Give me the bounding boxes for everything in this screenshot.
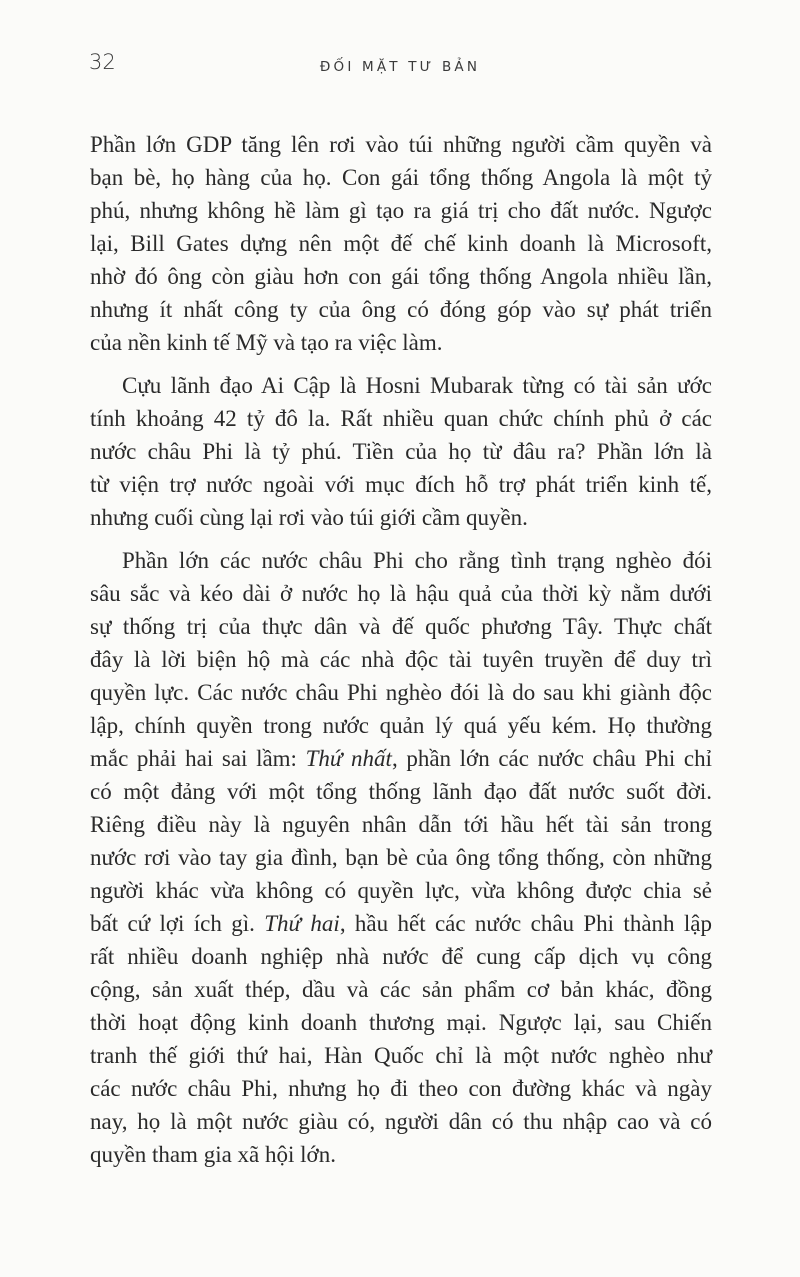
- text-line: nước rơi vào tay gia đình, bạn bè của ông tổng thống, còn những: [90, 845, 712, 870]
- text-line: tính khoảng 42 tỷ đô la. Rất nhiều quan chức chính phủ ở các: [90, 406, 712, 431]
- text-line: các nước châu Phi, nhưng họ đi theo con đường khác và ngày: [90, 1076, 712, 1101]
- page-number: 32: [89, 50, 116, 74]
- text-line: từ viện trợ nước ngoài với mục đích hỗ trợ phát triển kinh tế,: [90, 472, 712, 497]
- text-run: , phần lớn các nước châu Phi chỉ: [391, 746, 713, 771]
- paragraph-3: [90, 544, 712, 1171]
- text-line: nhưng ít nhất công ty của ông có đóng góp vào sự phát triển: [90, 297, 712, 322]
- text-line: nhờ đó ông còn giàu hơn con gái tổng thống Angola nhiều lần,: [90, 264, 712, 289]
- text-line: lập, chính quyền trong nước quản lý quá yếu kém. Họ thường: [90, 713, 712, 738]
- text-line: Cựu lãnh đạo Ai Cập là Hosni Mubarak từng có tài sản ước: [122, 373, 712, 398]
- emphasis-second: Thứ hai: [264, 911, 340, 936]
- text-line: sự thống trị của thực dân và đế quốc phương Tây. Thực chất: [90, 614, 712, 639]
- text-line: đây là lời biện hộ mà các nhà độc tài tuyên truyền để duy trì: [90, 647, 712, 672]
- text-line: nhưng cuối cùng lại rơi vào túi giới cầm quyền.: [90, 505, 528, 530]
- text-line: Phần lớn GDP tăng lên rơi vào túi những người cầm quyền và: [90, 132, 712, 157]
- text-line: bạn bè, họ hàng của họ. Con gái tổng thống Angola là một tỷ: [90, 165, 712, 190]
- text-line: [90, 907, 712, 940]
- text-line: của nền kinh tế Mỹ và tạo ra việc làm.: [90, 330, 443, 355]
- body-text: [90, 128, 712, 1181]
- text-line: thời hoạt động kinh doanh thương mại. Ngược lại, sau Chiến: [90, 1010, 712, 1035]
- text-line: phú, nhưng không hề làm gì tạo ra giá trị cho đất nước. Ngược: [90, 198, 712, 223]
- text-line: rất nhiều doanh nghiệp nhà nước để cung cấp dịch vụ công: [90, 944, 712, 969]
- text-line: cộng, sản xuất thép, dầu và các sản phẩm cơ bản khác, đồng: [90, 977, 712, 1002]
- text-line: có một đảng với một tổng thống lãnh đạo đất nước suốt đời.: [90, 779, 712, 804]
- paragraph-1: [90, 128, 712, 359]
- text-line: quyền lực. Các nước châu Phi nghèo đói là do sau khi giành độc: [90, 680, 712, 705]
- text-line: quyền tham gia xã hội lớn.: [90, 1142, 336, 1167]
- running-head-title: ĐỐI MẶT TƯ BẢN: [319, 59, 481, 75]
- text-line: sâu sắc và kéo dài ở nước họ là hậu quả của thời kỳ nằm dưới: [90, 581, 712, 606]
- emphasis-first: Thứ nhất: [305, 746, 392, 771]
- paragraph-2: [90, 369, 712, 534]
- text-line: [90, 742, 712, 775]
- text-line: Riêng điều này là nguyên nhân dẫn tới hầu hết tài sản trong: [90, 812, 712, 837]
- text-line: nay, họ là một nước giàu có, người dân có thu nhập cao và có: [90, 1109, 712, 1134]
- text-line: nước châu Phi là tỷ phú. Tiền của họ từ đâu ra? Phần lớn là: [90, 439, 712, 464]
- text-line: người khác vừa không có quyền lực, vừa không được chia sẻ: [90, 878, 712, 903]
- text-line: tranh thế giới thứ hai, Hàn Quốc chỉ là một nước nghèo như: [90, 1043, 712, 1068]
- text-run: bất cứ lợi ích gì.: [90, 911, 265, 936]
- text-line: Phần lớn các nước châu Phi cho rằng tình trạng nghèo đói: [122, 548, 712, 573]
- text-run: mắc phải hai sai lầm:: [90, 746, 306, 771]
- text-run: , hầu hết các nước châu Phi thành lập: [339, 911, 712, 936]
- text-line: lại, Bill Gates dựng nên một đế chế kinh doanh là Microsoft,: [90, 231, 712, 256]
